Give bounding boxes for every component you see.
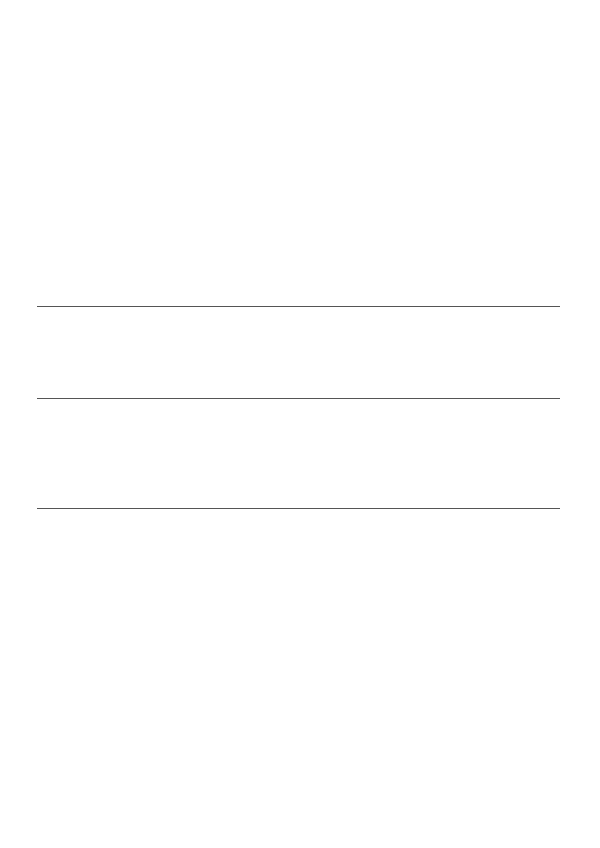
divider-errores [37,398,560,399]
divider-fundeu [37,508,560,509]
divider-grillo [37,306,560,307]
